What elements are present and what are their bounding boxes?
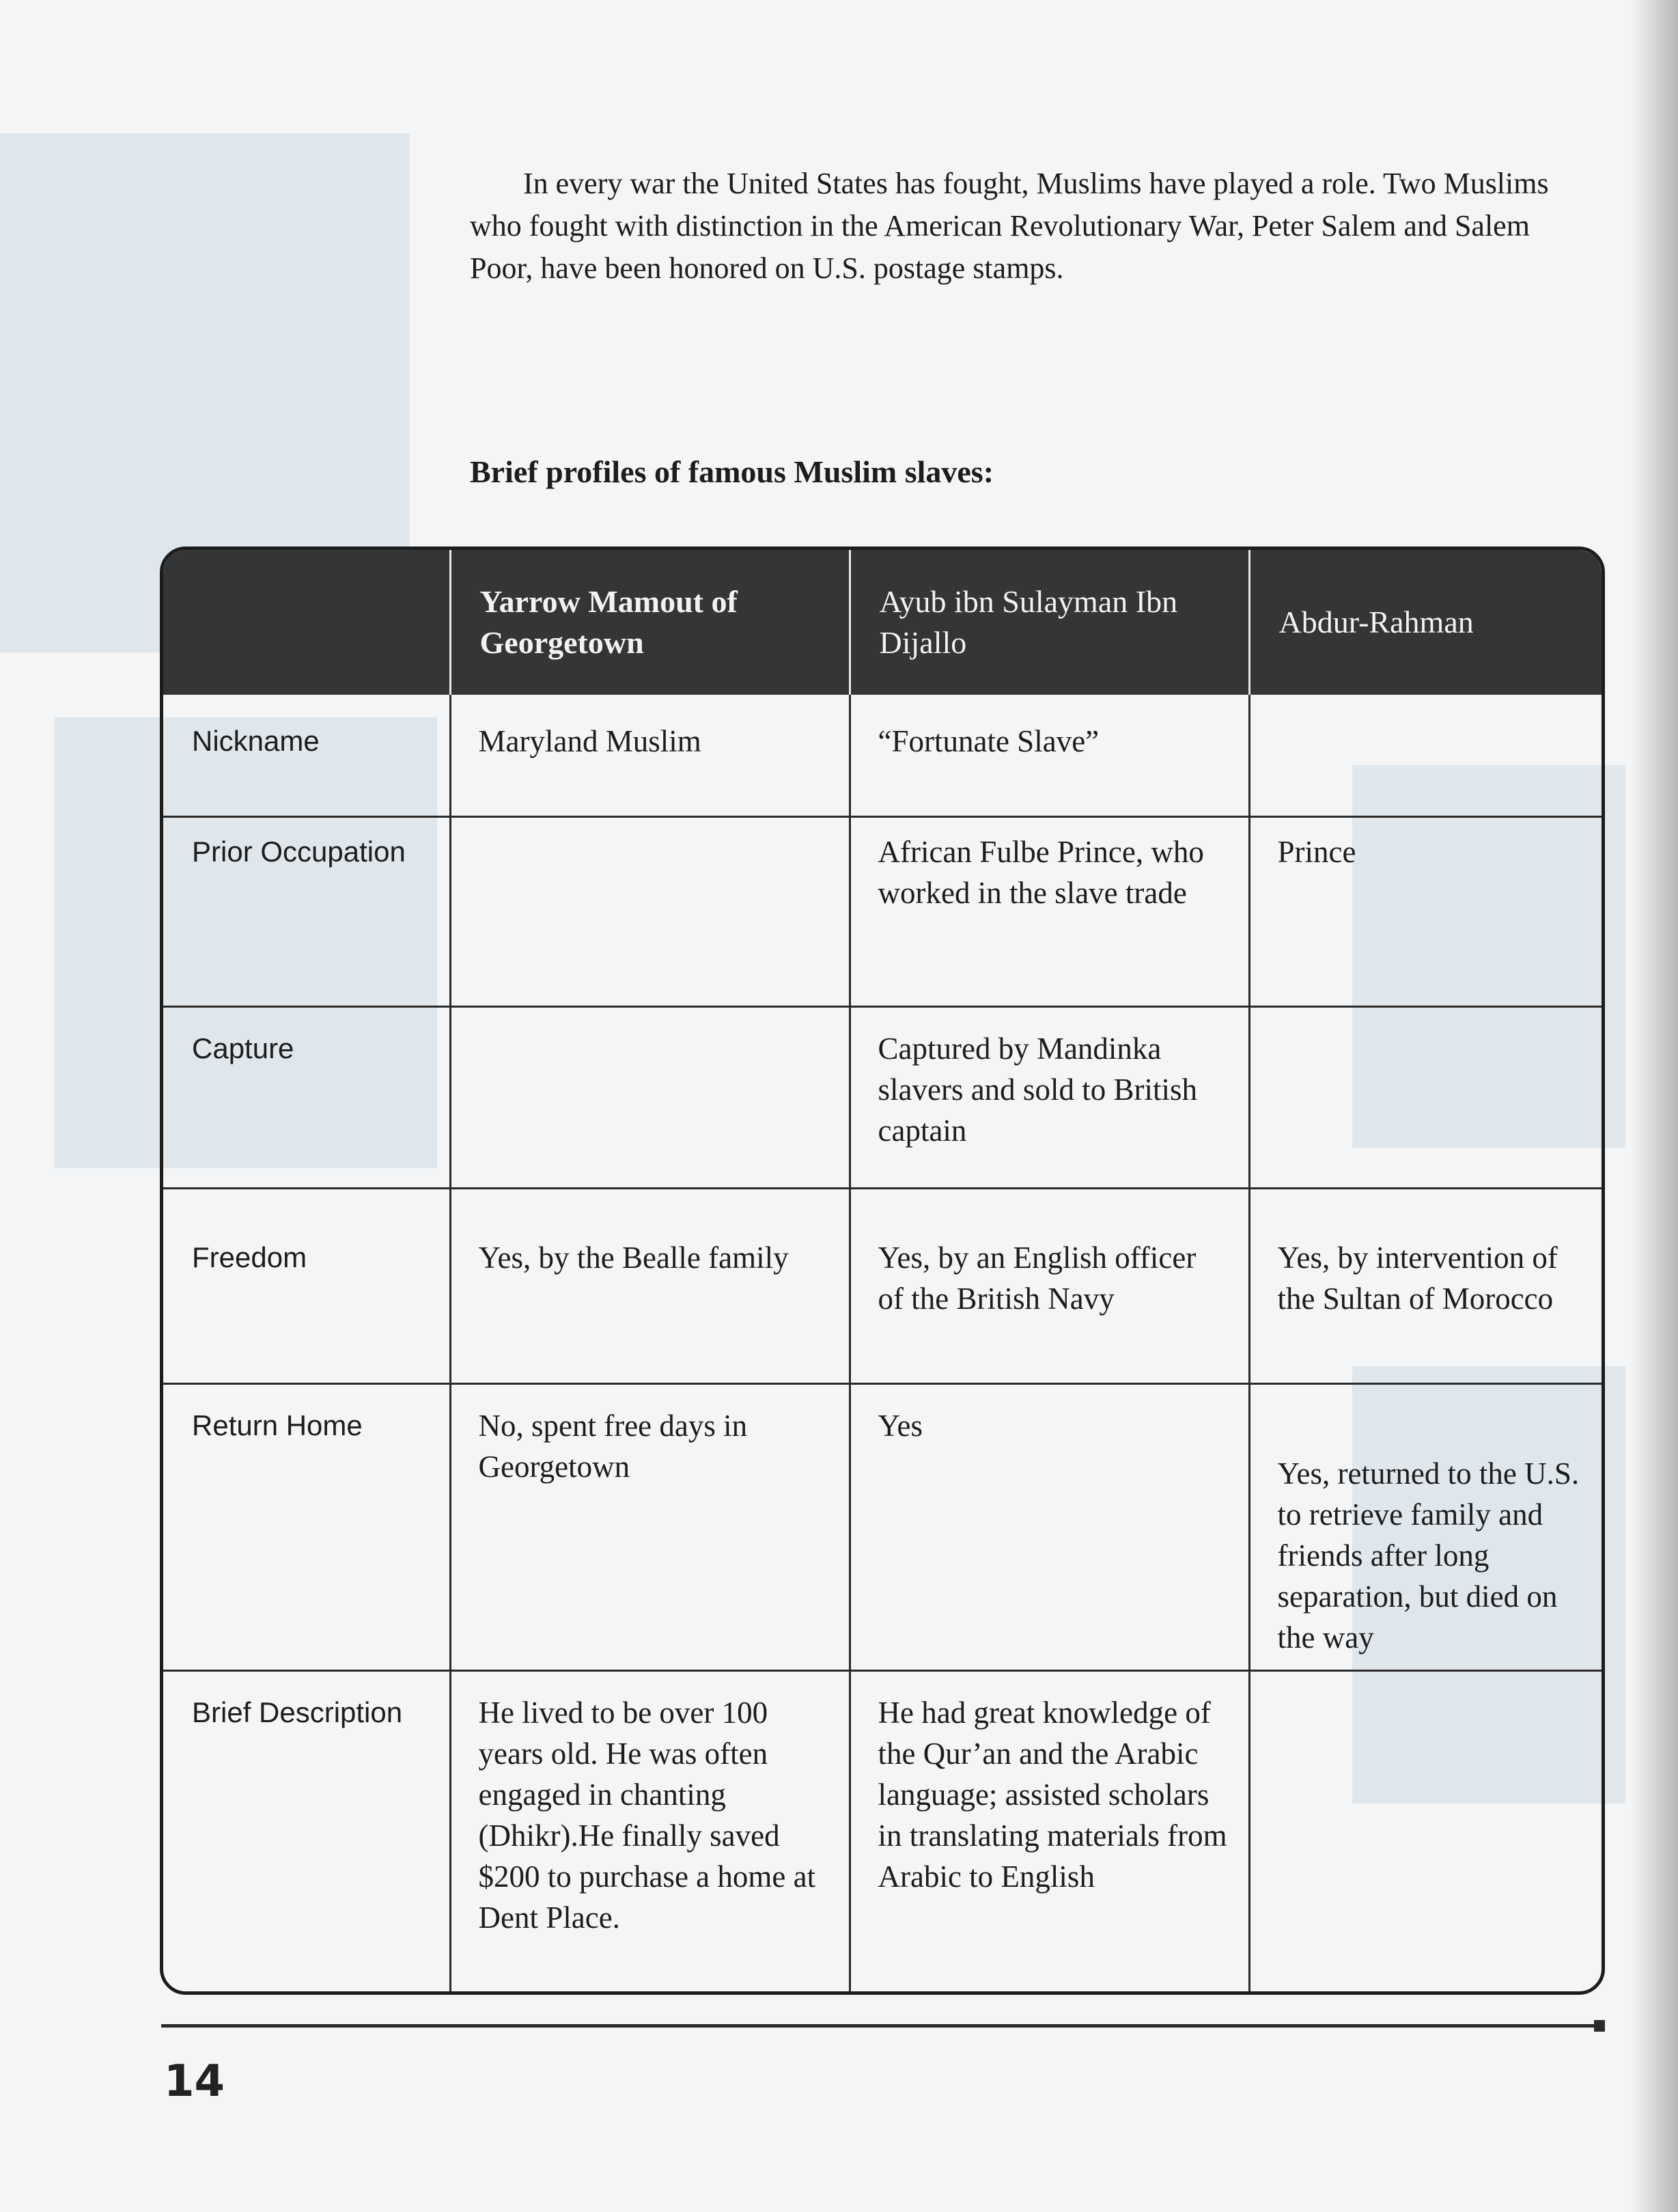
table-row — [163, 1383, 1605, 1670]
footer-rule — [161, 2024, 1594, 2028]
table-cell: Yes, by intervention of the Sultan of Morocco — [1249, 1188, 1605, 1383]
table-cell: Maryland Muslim — [450, 695, 850, 816]
footer-rule-end-square — [1594, 2020, 1605, 2032]
table-cell: Yes, by the Bealle family — [450, 1188, 850, 1383]
table-cell: No, spent free days in Georgetown — [450, 1383, 850, 1670]
table-cell: Yes — [850, 1383, 1249, 1670]
table-cell — [1249, 695, 1605, 816]
table-row — [163, 695, 1605, 816]
table-row — [163, 1006, 1605, 1188]
table-row — [163, 1670, 1605, 1991]
table-cell: “Fortunate Slave” — [850, 695, 1249, 816]
table-cell: Captured by Mandinka slavers and sold to British captain — [850, 1006, 1249, 1188]
table-cell — [450, 816, 850, 1006]
header-cell-yarrow: Yarrow Mamout of Georgetown — [450, 550, 850, 695]
table-cell — [1249, 1006, 1605, 1188]
profiles-table — [160, 547, 1605, 1995]
table-row — [163, 816, 1605, 1006]
table-row — [163, 1188, 1605, 1383]
table-header-row — [163, 550, 1605, 695]
table-cell — [450, 1006, 850, 1188]
table-cell: He had great knowledge of the Qur’an and the Arabic language; assisted scholars in translating materials from Arabic to English — [850, 1670, 1249, 1991]
header-cell-blank — [163, 550, 450, 695]
table-cell: He lived to be over 100 years old. He was often engaged in chanting (Dhikr).He finally saved $200 to purchase a home at Dent Place. — [450, 1670, 850, 1991]
row-label: Freedom — [163, 1188, 450, 1383]
table-cell: Yes, by an English officer of the British Navy — [850, 1188, 1249, 1383]
table-cell: Yes, returned to the U.S. to retrieve family and friends after long separation, but died on the way — [1249, 1383, 1605, 1670]
row-label: Capture — [163, 1006, 450, 1188]
table-cell — [1249, 1670, 1605, 1991]
row-label: Brief Description — [163, 1670, 450, 1991]
intro-paragraph: In every war the United States has fought, Muslims have played a role. Two Muslims who fought with distinction in the American Revolutionary War, Peter Salem and Salem Poor, have been honored on U.S. postage stamps. — [470, 167, 1549, 285]
row-label: Prior Occupation — [163, 816, 450, 1006]
header-cell-abdur-rahman: Abdur-Rahman — [1249, 550, 1605, 695]
page-number: 14 — [164, 2056, 225, 2107]
page-edge-shadow — [1630, 0, 1678, 2212]
table-cell: African Fulbe Prince, who worked in the slave trade — [850, 816, 1249, 1006]
section-heading: Brief profiles of famous Muslim slaves: — [470, 454, 994, 489]
row-label: Return Home — [163, 1383, 450, 1670]
table-cell: Prince — [1249, 816, 1605, 1006]
header-cell-ayub: Ayub ibn Sulayman Ibn Dijallo — [850, 550, 1249, 695]
row-label: Nickname — [192, 725, 320, 757]
